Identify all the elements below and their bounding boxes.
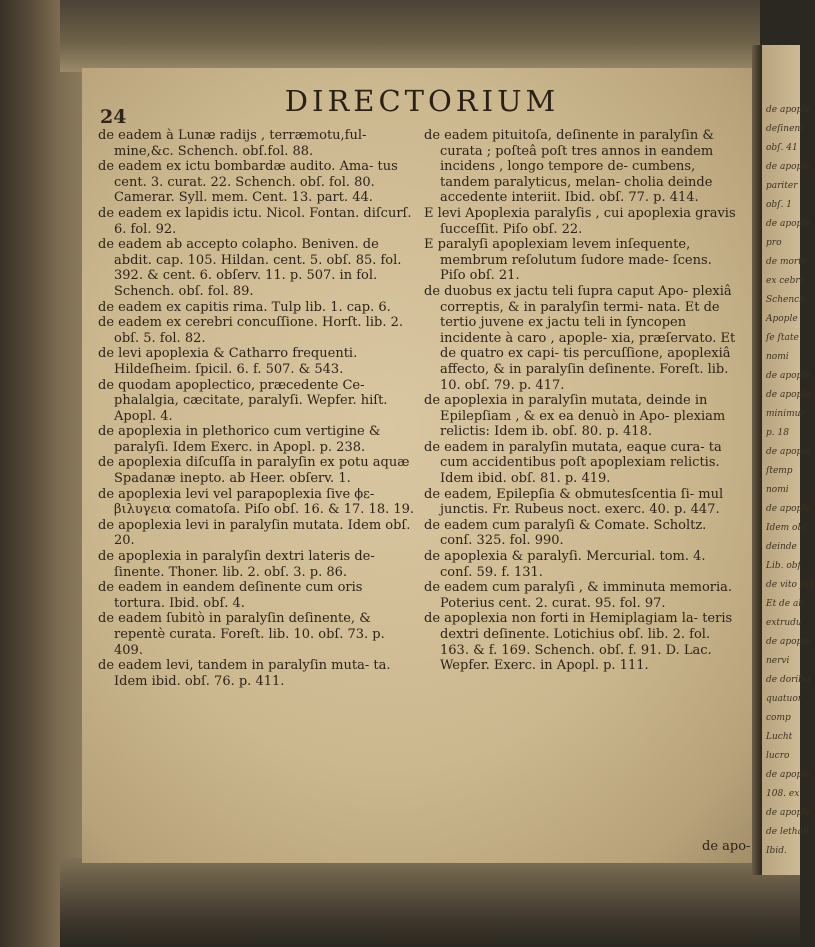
page-gutter xyxy=(752,45,762,875)
index-entry: E paralyſi apoplexiam levem inſequente, membrum reſolutum ſudore made- ſcens. Piſo obſ. 21. xyxy=(424,237,712,284)
facing-page-fragment: ex cebro xyxy=(766,276,806,286)
facing-page-fragment: de doribu xyxy=(766,675,810,685)
index-entry: de eadem ab accepto colapho. Beniven. de abdit. cap. 105. Hildan. cent. 5. obſ. 85. fol. 392. & cent. 6. obſerv. 11. p. 507. in fol. Schench. obſ. fol. 89. xyxy=(98,237,402,299)
index-entry: de eadem ex capitis rima. Tulp lib. 1. cap. 6. xyxy=(98,299,391,315)
index-entry: de eadem ex ictu bombardæ audito. Ama- tus cent. 3. curat. 22. Schench. obſ. fol. 80. Camerar. Syll. mem. Cent. 13. part. 44. xyxy=(98,159,398,206)
index-entry: de eadem pituitoſa, deſinente in paralyſin & curata ; poſteâ poſt tres annos in eandem incidens , longo tempore de- cumbens, tandem paralyticus, melan- cholia deinde accedente interiit. Ibid. obſ. 77. p. 414. xyxy=(424,128,714,206)
index-entry: de quodam apoplectico, præcedente Ce- phalalgia, cæcitate, paralyſi. Wepfer. hiſt. Apopl. 4. xyxy=(98,377,388,424)
facing-page-fragment: de apople xyxy=(766,447,811,457)
index-entry: de apoplexia levi vel parapoplexia ſive ϕε- βιλυγεια comatoſa. Piſo obſ. 16. & 17. 18. 19. xyxy=(98,486,415,518)
index-entry: de eadem à Lunæ radijs , terræmotu,ful- mine,&c. Schench. obſ.fol. 88. xyxy=(98,128,367,159)
index-entry: de eadem in eandem deſinente cum oris tortura. Ibid. obſ. 4. xyxy=(98,580,363,611)
facing-page-fragment: extrudu xyxy=(766,618,802,628)
book-bottom-edge xyxy=(60,858,800,947)
facing-page-fragment: Schench. xyxy=(766,295,808,305)
facing-page-fragment: 108. ex xyxy=(766,789,800,799)
facing-page-fragment: Apople xyxy=(766,314,798,324)
facing-page-fragment: minimur xyxy=(766,409,805,419)
facing-page-fragment: de lethali xyxy=(766,827,809,837)
facing-page-fragment: lucro xyxy=(766,751,790,761)
facing-page-fragment: p. 18 xyxy=(766,428,789,438)
left-column xyxy=(98,128,416,689)
facing-page-fragment: de apople xyxy=(766,808,811,818)
facing-page-fragment: obſ. 1 xyxy=(766,200,792,210)
facing-page-fragment: pro xyxy=(766,238,782,248)
facing-page-fragment: Ibid. xyxy=(766,846,787,856)
facing-page-fragment: de apople xyxy=(766,371,811,381)
facing-page-fragment: deinde xyxy=(766,542,797,552)
index-entry: de eadem levi, tandem in paralyſin muta- ta. Idem ibid. obſ. 76. p. 411. xyxy=(98,658,391,689)
facing-page-fragment: obſ. 41 xyxy=(766,143,798,153)
page-number: 24 xyxy=(100,106,127,128)
facing-page-fragment: de vito ſub xyxy=(766,580,815,590)
index-entry: de apoplexia diſcuſſa in paralyſin ex potu aquæ Spadanæ inepto. ab Heer. obſerv. 1. xyxy=(98,455,410,487)
catchword: de apo- xyxy=(702,839,751,854)
index-entry: de eadem cum paralyſi , & imminuta memoria. Poterius cent. 2. curat. 95. fol. 97. xyxy=(424,580,733,611)
running-head: DIRECTORIUM xyxy=(284,84,560,118)
index-entry: de apoplexia in paralyſin mutata, deinde in Epilepſiam , & ex ea denuò in Apo- plexiam relictis: Idem ib. obſ. 80. p. 418. xyxy=(424,393,726,440)
facing-page-fragment: de apople xyxy=(766,105,811,115)
facing-page-fragment: de apople xyxy=(766,770,811,780)
facing-page-fragment: de apople xyxy=(766,162,811,172)
index-entry: de apoplexia in plethorico cum vertigine & paralyſi. Idem Exerc. in Apopl. p. 238. xyxy=(98,424,381,455)
book-top-edge xyxy=(60,0,760,72)
index-entry: de eadem ſubitò in paralyſin deſinente, & repentè curata. Foreſt. lib. 10. obſ. 73. p. 409. xyxy=(98,611,385,658)
facing-page-fragment: pariter xyxy=(766,181,798,191)
facing-page-fragment: comp xyxy=(766,713,791,723)
facing-page-fragment: nomi xyxy=(766,352,789,362)
index-entry: de levi apoplexia & Catharro frequenti. Hildeſheim. ſpicil. 6. f. 507. & 543. xyxy=(98,346,358,377)
facing-page-fragment: nervi xyxy=(766,656,790,666)
facing-page-fragment: de apople xyxy=(766,504,811,514)
facing-page-fragment: ſtemp xyxy=(766,466,793,476)
facing-page-fragment: Et de ab xyxy=(766,599,805,609)
facing-page-fragment: nomi xyxy=(766,485,789,495)
index-entry: de eadem ex lapidis ictu. Nicol. Fontan. diſcurſ. 6. fol. 92. xyxy=(98,205,412,237)
facing-page-fragment: de apople xyxy=(766,219,811,229)
right-column xyxy=(424,128,740,674)
facing-page-fragment: Idem obſ. xyxy=(766,523,810,533)
facing-page-fragment: de morte xyxy=(766,257,808,267)
index-entry: de eadem, Epilepſia & obmutesſcentia ſi- mul junctis. Fr. Rubeus noct. exerc. 40. p. 447. xyxy=(424,486,724,518)
book-page xyxy=(82,68,762,863)
index-entry: de eadem ex cerebri concuſſione. Horſt. lib. 2. obſ. 5. fol. 82. xyxy=(98,315,403,346)
index-entry: de apoplexia in paralyſin dextri lateris de- ſinente. Thoner. lib. 2. obſ. 3. p. 86. xyxy=(98,549,375,580)
index-entry: de eadem in paralyſin mutata, eaque cura- ta cum accidentibus poſt apoplexiam relictis. Idem ibid. obſ. 81. p. 419. xyxy=(424,439,722,487)
facing-page-fragment: deſinent xyxy=(766,124,804,134)
index-entry: E levi Apoplexia paralyſis , cui apoplexia gravis ſucceſſit. Piſo obſ. 22. xyxy=(424,205,736,237)
index-entry: de eadem cum paralyſi & Comate. Scholtz. conſ. 325. fol. 990. xyxy=(424,517,707,549)
facing-page-fragment: quatuor xyxy=(766,694,803,704)
facing-page-fragment: de apople xyxy=(766,390,811,400)
facing-page-fragment: de apople xyxy=(766,637,811,647)
facing-page-strip xyxy=(762,45,815,875)
index-entry: de duobus ex jactu teli ſupra caput Apo- plexiâ correptis, & in paralyſin termi- nata. Et de tertio juvene ex jactu teli in ſyncopen incidente à caro , apople- xia, præſervato. Et de quatro ex capi- tis percuſſione, apoplexiâ affecto, & in paralyſin deſinente. Foreſt. lib. 10. obſ. 79. p. 417. xyxy=(424,283,736,393)
facing-page-fragment: ſe ſtate xyxy=(766,333,799,343)
facing-page-fragment: Lucht xyxy=(766,732,793,742)
book-spine-edge xyxy=(0,0,82,947)
index-entry: de apoplexia levi in paralyſin mutata. Idem obſ. 20. xyxy=(98,517,411,549)
facing-page-fragment: Lib. obſ. xyxy=(766,561,804,571)
index-entry: de apoplexia non forti in Hemiplagiam la- teris dextri deſinente. Lotichius obſ. lib. 2. fol. 163. & f. 169. Schench. obſ. f. 91. D. Lac. Wepfer. Exerc. in Apopl. p. 111. xyxy=(424,611,733,674)
index-entry: de apoplexia & paralyſi. Mercurial. tom. 4. conſ. 59. f. 131. xyxy=(424,549,706,580)
